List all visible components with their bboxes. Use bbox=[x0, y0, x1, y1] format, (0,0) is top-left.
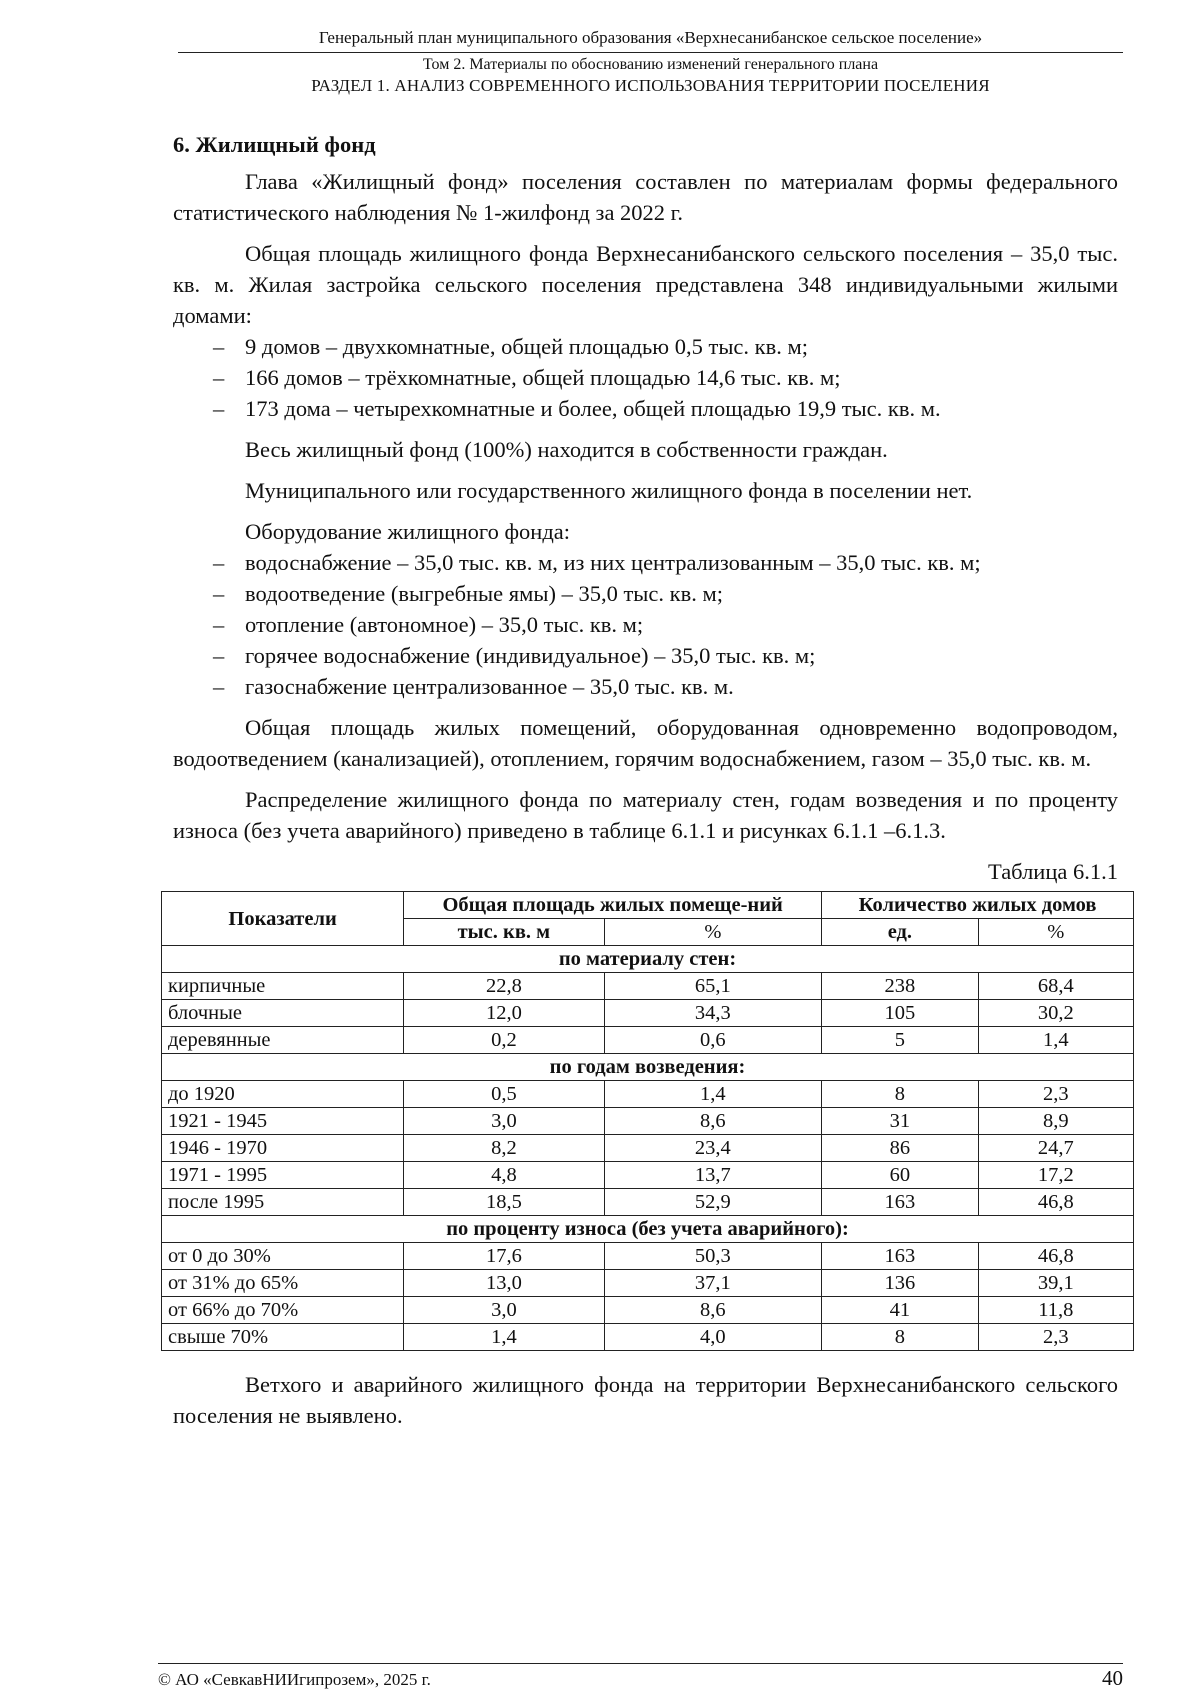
header-houses-unit: ед. bbox=[822, 919, 978, 946]
paragraph-dilapidated: Ветхого и аварийного жилищного фонда на территории Верхнесанибанского сельского поселения не выявлено. bbox=[173, 1372, 1118, 1428]
list-item: – 166 домов – трёхкомнатные, общей площадью 14,6 тыс. кв. м; bbox=[173, 362, 1118, 393]
paragraph-distribution: Распределение жилищного фонда по материалу стен, годам возведения и по проценту износа (без учета аварийного) приведено в таблице 6.1.1 и рисунках 6.1.1 –6.1.3. bbox=[173, 787, 1118, 843]
header-divider bbox=[178, 52, 1123, 53]
table-row: от 31% до 65% 13,0 37,1 136 39,1 bbox=[162, 1270, 1134, 1297]
dash-bullet-icon: – bbox=[213, 612, 225, 637]
footer-divider bbox=[158, 1663, 1123, 1664]
list-item: – водоснабжение – 35,0 тыс. кв. м, из них централизованным – 35,0 тыс. кв. м; bbox=[173, 547, 1118, 578]
table-row: 1946 - 1970 8,2 23,4 86 24,7 bbox=[162, 1135, 1134, 1162]
header-area-pct: % bbox=[604, 919, 822, 946]
header-houses-pct: % bbox=[978, 919, 1133, 946]
header-area-unit: тыс. кв. м bbox=[404, 919, 604, 946]
paragraph-combined: Общая площадь жилых помещений, оборудованная одновременно водопроводом, водоотведением (канализацией), отоплением, горячим водоснабжением, газом – 35,0 тыс. кв. м. bbox=[173, 715, 1118, 771]
table-caption: Таблица 6.1.1 bbox=[988, 859, 1118, 884]
paragraph-source: Глава «Жилищный фонд» поселения составлен по материалам формы федерального статистического наблюдения № 1-жилфонд за 2022 г. bbox=[173, 169, 1118, 225]
list-item: – 173 дома – четырехкомнатные и более, общей площадью 19,9 тыс. кв. м. bbox=[173, 393, 1118, 424]
table-row: кирпичные 22,8 65,1 238 68,4 bbox=[162, 973, 1134, 1000]
table-row: блочные 12,0 34,3 105 30,2 bbox=[162, 1000, 1134, 1027]
paragraph-municipal: Муниципального или государственного жилищного фонда в поселении нет. bbox=[245, 478, 973, 503]
table-row: свыше 70% 1,4 4,0 8 2,3 bbox=[162, 1324, 1134, 1351]
section-row-material: по материалу стен: bbox=[162, 946, 1134, 973]
housing-table bbox=[161, 891, 1134, 1351]
list-item: – горячее водоснабжение (индивидуальное) – 35,0 тыс. кв. м; bbox=[173, 640, 1118, 671]
table-row: от 66% до 70% 3,0 8,6 41 11,8 bbox=[162, 1297, 1134, 1324]
header-volume: Том 2. Материалы по обоснованию изменений генерального плана bbox=[422, 56, 879, 73]
page-number: 40 bbox=[1102, 1666, 1123, 1690]
header-indicators: Показатели bbox=[162, 892, 404, 946]
table-row: 1921 - 1945 3,0 8,6 31 8,9 bbox=[162, 1108, 1134, 1135]
dash-bullet-icon: – bbox=[213, 581, 225, 606]
house-types-list bbox=[173, 331, 1118, 424]
dash-bullet-icon: – bbox=[213, 396, 225, 421]
dash-bullet-icon: – bbox=[213, 365, 225, 390]
table-row: 1971 - 1995 4,8 13,7 60 17,2 bbox=[162, 1162, 1134, 1189]
footer-copyright: © АО «СевкавНИИгипрозем», 2025 г. bbox=[158, 1670, 431, 1689]
table-row: до 1920 0,5 1,4 8 2,3 bbox=[162, 1081, 1134, 1108]
paragraph-total-area: Общая площадь жилищного фонда Верхнесанибанского сельского поселения – 35,0 тыс. кв. м. Жилая застройка сельского поселения представлена 348 индивидуальными жилыми домами: bbox=[173, 241, 1118, 328]
header-houses: Количество жилых домов bbox=[822, 892, 1134, 919]
header-title: Генеральный план муниципального образования «Верхнесанибанское сельское поселение» bbox=[318, 28, 983, 47]
table-row: после 1995 18,5 52,9 163 46,8 bbox=[162, 1189, 1134, 1216]
dash-bullet-icon: – bbox=[213, 674, 225, 699]
list-item: – газоснабжение централизованное – 35,0 тыс. кв. м. bbox=[173, 671, 1118, 702]
equipment-list bbox=[173, 547, 1118, 702]
section-row-years: по годам возведения: bbox=[162, 1054, 1134, 1081]
header-section: РАЗДЕЛ 1. АНАЛИЗ СОВРЕМЕННОГО ИСПОЛЬЗОВАНИЯ ТЕРРИТОРИИ ПОСЕЛЕНИЯ bbox=[311, 76, 990, 95]
dash-bullet-icon: – bbox=[213, 643, 225, 668]
table-row: от 0 до 30% 17,6 50,3 163 46,8 bbox=[162, 1243, 1134, 1270]
list-item: – 9 домов – двухкомнатные, общей площадью 0,5 тыс. кв. м; bbox=[173, 331, 1118, 362]
dash-bullet-icon: – bbox=[213, 334, 225, 359]
paragraph-ownership: Весь жилищный фонд (100%) находится в собственности граждан. bbox=[245, 437, 888, 462]
table-row: деревянные 0,2 0,6 5 1,4 bbox=[162, 1027, 1134, 1054]
list-item: – водоотведение (выгребные ямы) – 35,0 тыс. кв. м; bbox=[173, 578, 1118, 609]
list-item: – отопление (автономное) – 35,0 тыс. кв. м; bbox=[173, 609, 1118, 640]
section-title: 6. Жилищный фонд bbox=[173, 132, 376, 157]
header-area: Общая площадь жилых помеще-ний bbox=[404, 892, 822, 919]
page-content bbox=[168, 129, 1118, 1441]
section-row-wear: по проценту износа (без учета аварийного): bbox=[162, 1216, 1134, 1243]
paragraph-equipment: Оборудование жилищного фонда: bbox=[245, 519, 571, 544]
dash-bullet-icon: – bbox=[213, 550, 225, 575]
